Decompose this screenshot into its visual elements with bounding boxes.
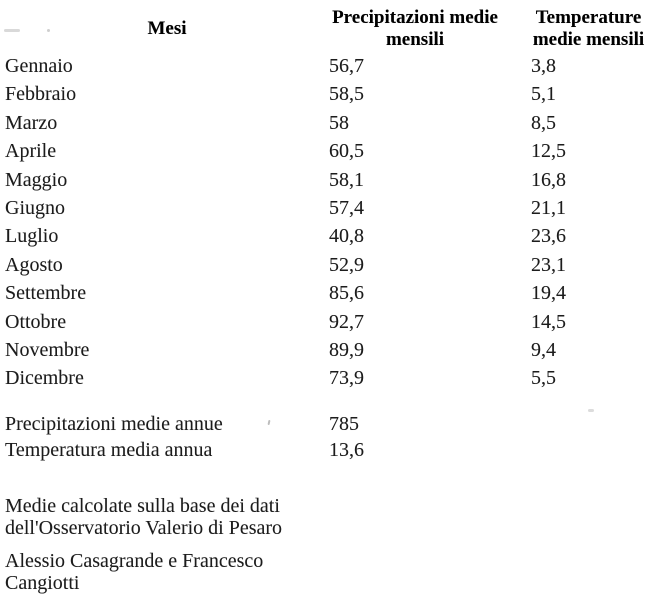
authors-note-line1: Alessio Casagrande e Francesco [5,549,264,572]
temperature-value: 9,4 [531,338,556,361]
month-label: Settembre [5,282,87,305]
summary-value: 13,6 [329,439,364,462]
temperature-value: 16,8 [531,168,566,191]
month-label: Luglio [5,225,59,248]
month-label: Dicembre [5,367,84,390]
scan-artifact [4,29,20,32]
precipitation-value: 58,1 [329,168,364,191]
month-label: Febbraio [5,83,77,106]
source-note [5,495,282,540]
column-header-precipitation: Precipitazioni medie mensili [332,7,498,50]
temperature-value: 14,5 [531,310,566,333]
column-header-months: Mesi [147,18,187,39]
table-row [5,364,650,392]
source-note-line2: dell'Osservatorio Valerio di Pesaro [5,517,283,540]
month-label: Giugno [5,196,65,219]
table-row [5,166,650,194]
month-label: Agosto [5,253,63,276]
table-row [5,194,650,222]
scan-artifact [588,409,594,412]
authors-note [5,550,282,595]
month-label: Aprile [5,140,57,163]
table-row [5,308,650,336]
month-label: Ottobre [5,310,67,333]
summary-value: 785 [329,413,359,435]
temperature-value: 21,1 [531,196,566,219]
precipitation-value: 56,7 [329,55,364,77]
precipitation-value: 57,4 [329,196,364,219]
temperature-value: 5,5 [531,367,556,390]
table-row [5,222,650,250]
summary-label: Temperatura media annua [5,439,213,462]
temperature-value: 23,6 [531,225,566,248]
footer-notes [5,495,282,594]
table-row [5,137,650,165]
table-header-row [5,7,650,51]
table-body [5,52,650,393]
table-row [5,251,650,279]
summary-row [5,437,650,463]
temperature-value: 19,4 [531,282,566,305]
precipitation-value: 60,5 [329,140,364,163]
precipitation-value: 92,7 [329,310,364,333]
summary-label: Precipitazioni medie annue [5,413,223,435]
month-label: Maggio [5,168,68,191]
temperature-value: 8,5 [531,111,556,134]
temperature-value: 5,1 [531,83,556,106]
column-header-temperature: Temperature medie mensili [532,7,645,50]
table-row [5,52,650,80]
month-label: Marzo [5,111,58,134]
source-note-line1: Medie calcolate sulla base dei dati [5,495,280,517]
summary-row [5,411,650,437]
month-label: Novembre [5,338,90,361]
table-row [5,80,650,108]
table-row [5,279,650,307]
precipitation-value: 85,6 [329,282,364,305]
annual-summary [5,411,650,464]
authors-note-line2: Cangiotti [5,571,80,594]
precipitation-value: 52,9 [329,253,364,276]
precipitation-value: 58 [329,111,349,134]
scan-artifact [47,29,50,32]
month-label: Gennaio [5,55,73,77]
precipitation-value: 58,5 [329,83,364,106]
temperature-value: 12,5 [531,140,566,163]
temperature-value: 3,8 [531,55,556,77]
precipitation-value: 40,8 [329,225,364,248]
table-row [5,109,650,137]
table-row [5,336,650,364]
precipitation-value: 89,9 [329,338,364,361]
temperature-value: 23,1 [531,253,566,276]
precipitation-value: 73,9 [329,367,364,390]
